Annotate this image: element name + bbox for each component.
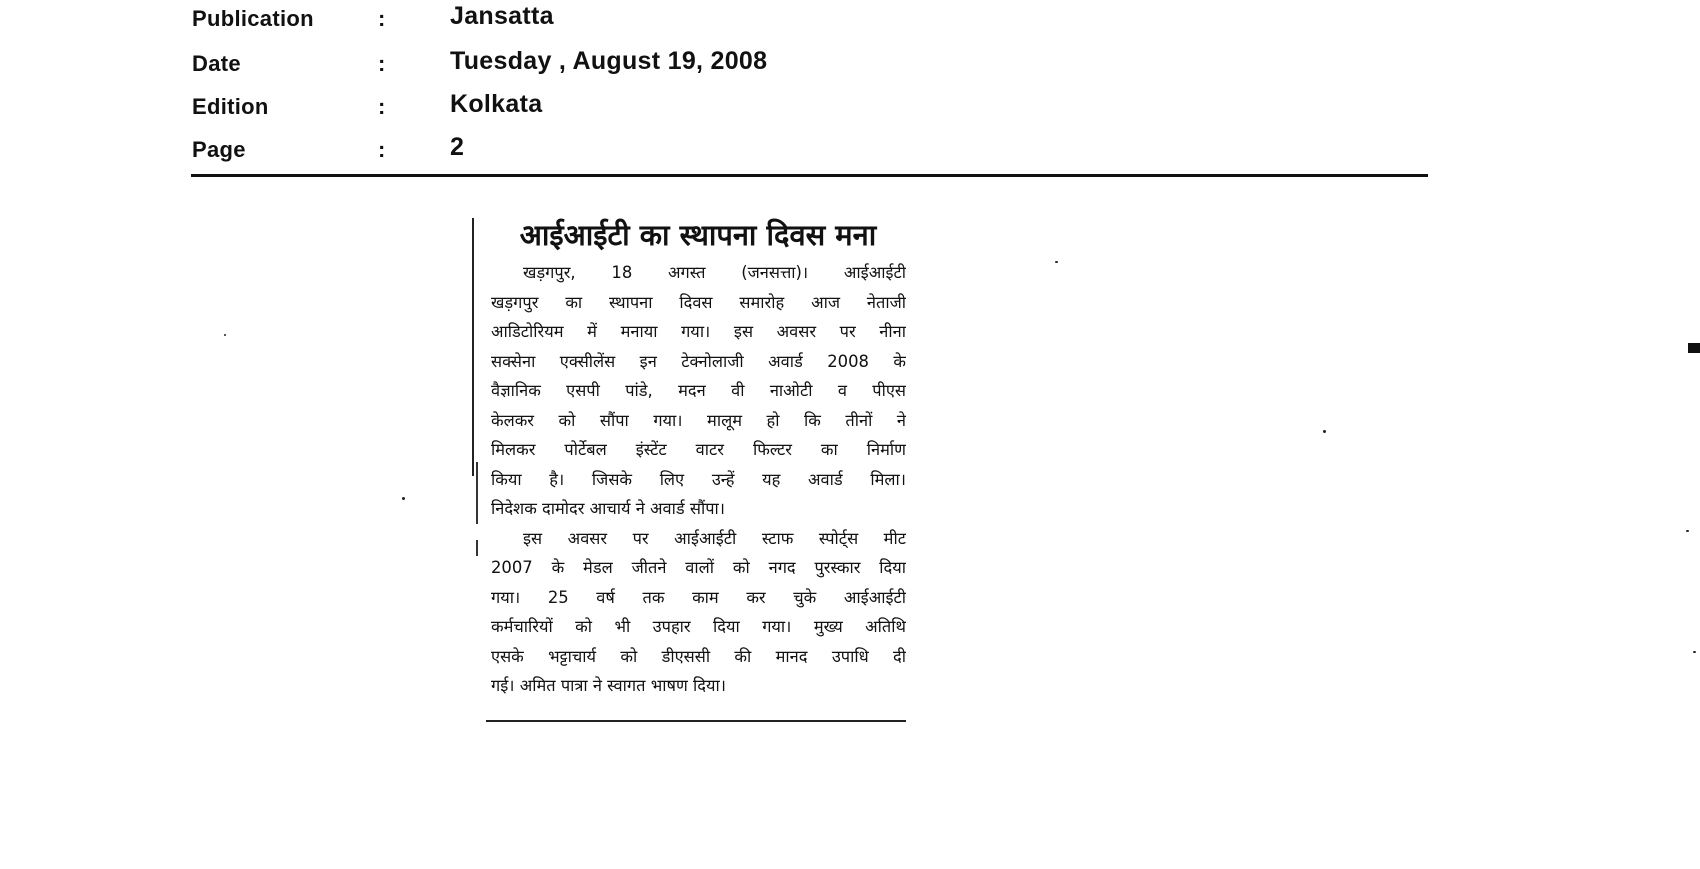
article-line: गई। अमित पात्रा ने स्वागत भाषण दिया।	[491, 676, 726, 695]
date-separator: :	[378, 51, 386, 76]
clipping-column-tick	[476, 540, 478, 556]
clipping-body	[491, 258, 906, 701]
scan-speck	[1055, 261, 1058, 263]
edition-separator: :	[378, 94, 386, 119]
date-row	[192, 47, 1092, 87]
clipping-column-rule	[472, 218, 474, 476]
publication-row	[192, 2, 1092, 42]
scan-edge-mark	[1688, 343, 1700, 353]
article-line: इस अवसर पर आईआईटी स्टाफ स्पोर्ट्स मीट	[523, 528, 906, 548]
article-line: कर्मचारियों को भी उपहार दिया गया। मुख्य अतिथि	[491, 617, 906, 636]
article-line: किया है। जिसके लिए उन्हें यह अवार्ड मिला।	[491, 469, 906, 489]
article-line: सक्सेना एक्सीलेंस इन टेक्नोलाजी अवार्ड 2008 के	[491, 351, 906, 371]
publication-separator: :	[378, 6, 386, 31]
page-label: Page	[192, 137, 246, 162]
article-line: वैज्ञानिक एसपी पांडे, मदन वी नाओटी व पीएस	[491, 381, 906, 400]
publication-label: Publication	[192, 6, 314, 31]
article-line: खड़गपुर का स्थापना दिवस समारोह आज नेताजी	[491, 292, 906, 312]
article-line: मिलकर पोर्टेबल इंस्टेंट वाटर फिल्टर का निर्माण	[491, 440, 906, 459]
article-line: एसके भट्टाचार्य को डीएससी की मानद उपाधि दी	[491, 646, 906, 666]
header-divider	[191, 174, 1428, 177]
page-separator: :	[378, 137, 386, 162]
article-line: 2007 के मेडल जीतने वालों को नगद पुरस्कार दिया	[491, 558, 906, 577]
scan-speck	[1686, 530, 1689, 532]
article-line: गया। 25 वर्ष तक काम कर चुके आईआईटी	[491, 587, 906, 607]
edition-label: Edition	[192, 94, 269, 119]
clipping-headline: आईआईटी का स्थापना दिवस मना	[519, 218, 877, 252]
clipping-column-rule-lower	[476, 462, 478, 524]
article-line: निदेशक दामोदर आचार्य ने अवार्ड सौंपा।	[491, 499, 725, 518]
article-line: खड़गपुर, 18 अगस्त (जनसत्ता)। आईआईटी	[523, 263, 906, 282]
clipping-bottom-rule	[486, 720, 906, 722]
scan-speck	[1693, 651, 1696, 653]
date-label: Date	[192, 51, 241, 76]
article-line: केलकर को सौंपा गया। मालूम हो कि तीनों ने	[491, 410, 906, 430]
edition-row	[192, 90, 1092, 130]
scan-speck	[1323, 430, 1326, 433]
scan-speck	[224, 334, 226, 336]
page-row	[192, 133, 1092, 173]
date-value: Tuesday , August 19, 2008	[450, 47, 768, 75]
article-line: आडिटोरियम में मनाया गया। इस अवसर पर नीना	[491, 322, 906, 341]
scan-speck	[402, 497, 405, 500]
publication-value: Jansatta	[450, 2, 554, 30]
edition-value: Kolkata	[450, 90, 543, 118]
page-value: 2	[450, 133, 465, 161]
